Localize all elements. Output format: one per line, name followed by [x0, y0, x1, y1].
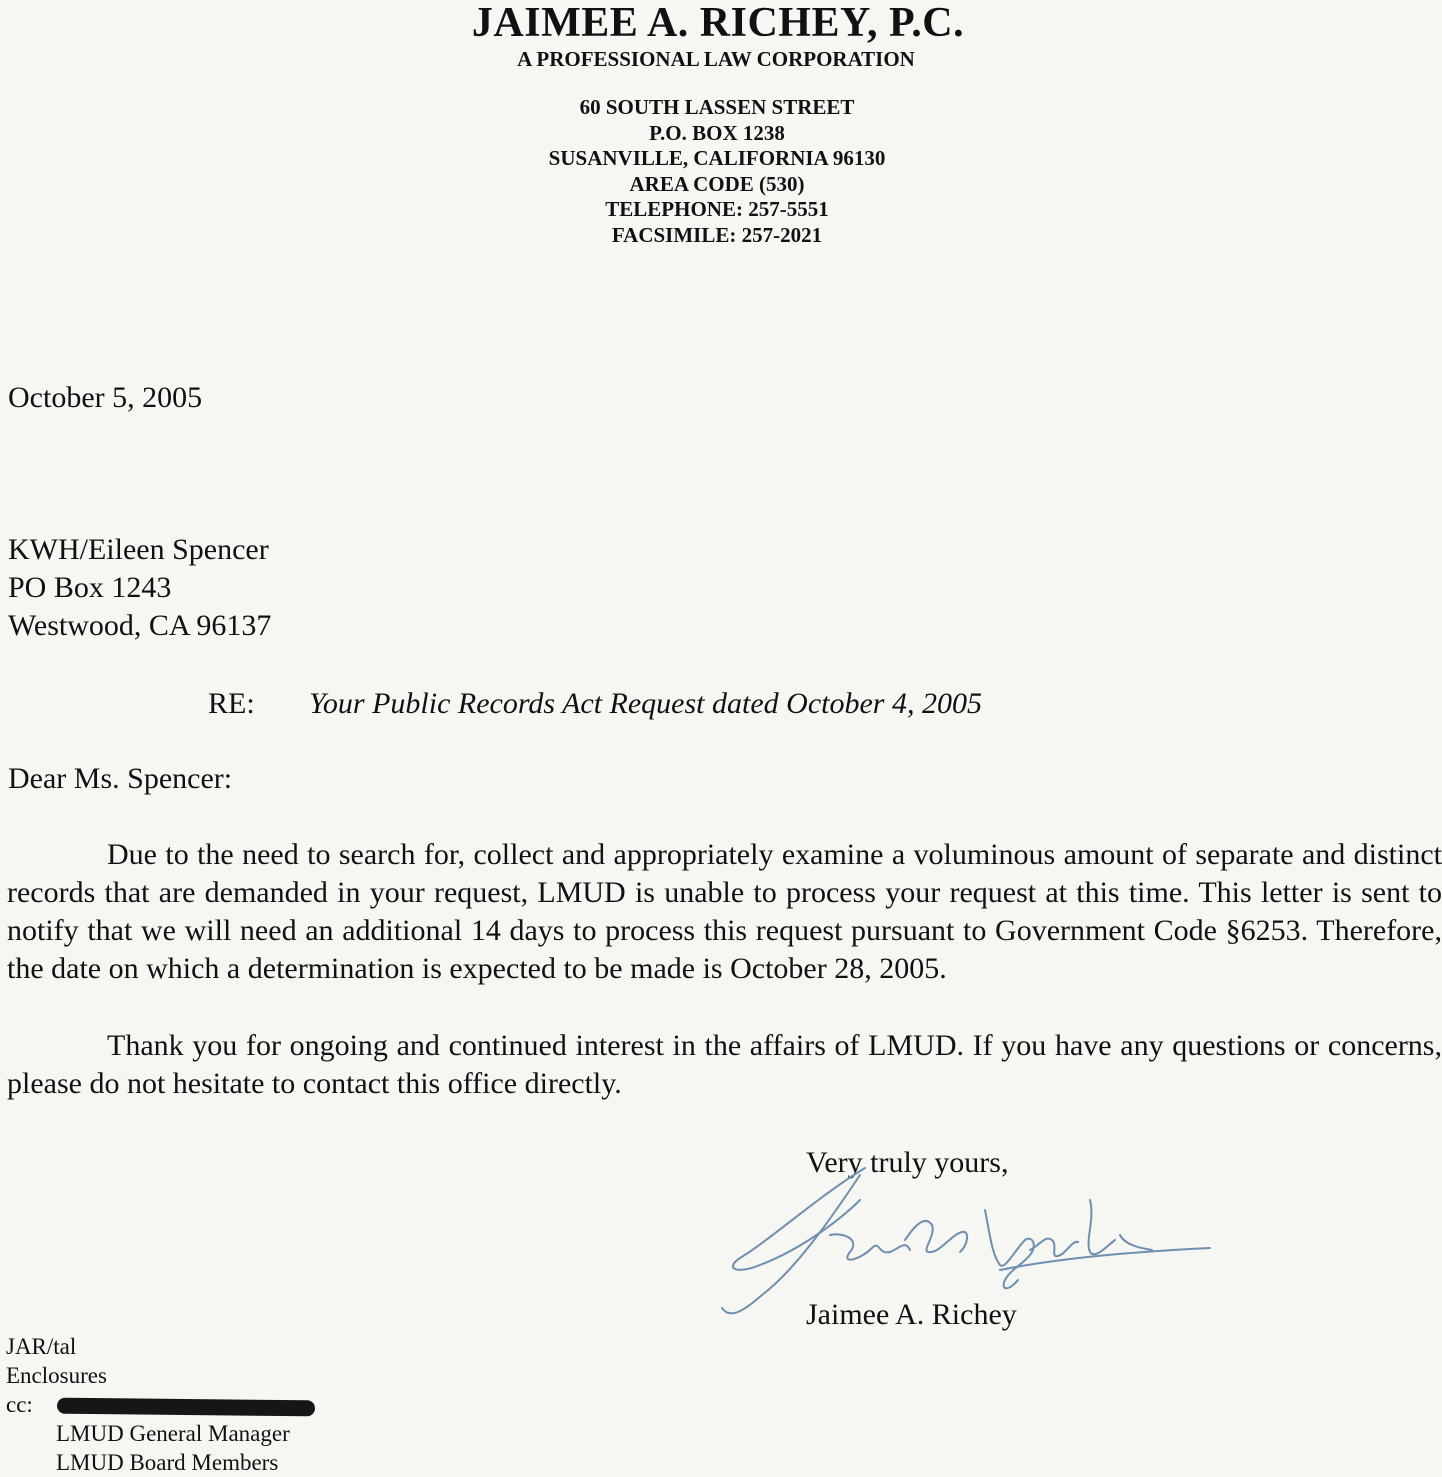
recipient-name: KWH/Eileen Spencer: [8, 533, 269, 566]
recipient-po-box: PO Box 1243: [8, 571, 172, 604]
address-facsimile: FACSIMILE: 257-2021: [611, 222, 823, 247]
body-paragraph-2: Thank you for ongoing and continued interest in the affairs of LMUD. If you have any questions or concerns, please do not hesitate to contact this office directly.: [7, 1029, 1442, 1100]
firm-name: JAIMEE A. RICHEY, P.C.: [471, 0, 965, 46]
letter-footer: [6, 1332, 315, 1477]
subject-text: Your Public Records Act Request dated October 4, 2005: [309, 687, 982, 720]
cc-line: [6, 1390, 315, 1419]
enclosures-note: Enclosures: [6, 1363, 107, 1388]
firm-address: [0, 95, 1434, 248]
address-street: 60 SOUTH LASSEN STREET: [579, 95, 855, 119]
recipient-address: [8, 531, 271, 645]
body-paragraph-1: Due to the need to search for, collect and appropriately examine a voluminous amount of separate and distinct records that are demanded in your request, LMUD is unable to process your request at this time. This letter is sent to notify that we will need an additional 14 days to process this request pursuant to Government Code §6253. Therefore, the date on which a determination is expected to be made is October 28, 2005.: [7, 838, 1442, 985]
address-city: SUSANVILLE, CALIFORNIA 96130: [548, 146, 886, 170]
typist-initials: JAR/tal: [6, 1334, 77, 1359]
cc-recipient-2: LMUD Board Members: [56, 1450, 279, 1475]
cc-recipient-1: LMUD General Manager: [56, 1421, 290, 1446]
redaction-mark: [57, 1397, 315, 1416]
letter-date: October 5, 2005: [8, 381, 203, 414]
cc-label: cc:: [6, 1392, 33, 1417]
closing: Very truly yours,: [806, 1146, 1009, 1179]
address-telephone: TELEPHONE: 257-5551: [605, 197, 829, 221]
subject-line: [208, 685, 982, 723]
address-po-box: P.O. BOX 1238: [649, 120, 785, 145]
firm-subtitle: A PROFESSIONAL LAW CORPORATION: [517, 47, 915, 71]
address-area-code: AREA CODE (530): [629, 171, 805, 196]
signer-name: Jaimee A. Richey: [806, 1298, 1017, 1331]
salutation: Dear Ms. Spencer:: [8, 762, 233, 795]
subject-label: RE:: [208, 687, 255, 720]
recipient-city: Westwood, CA 96137: [8, 609, 272, 642]
